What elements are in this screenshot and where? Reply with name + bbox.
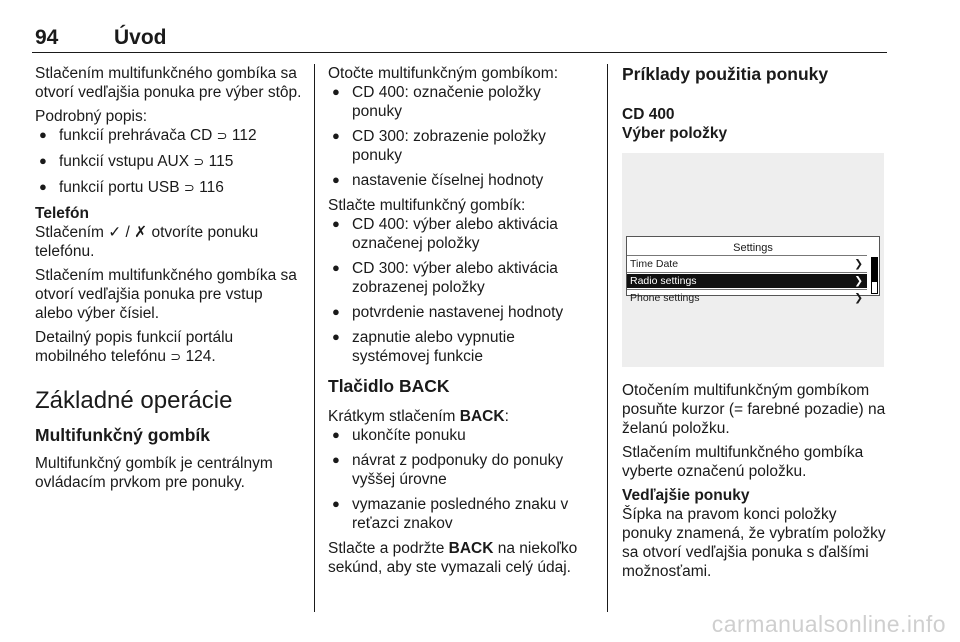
chevron-right-icon: ❯ — [854, 292, 863, 304]
paragraph: Krátkym stlačením BACK: — [328, 408, 509, 425]
chevron-right-icon: ❯ — [854, 275, 863, 287]
page-ref[interactable]: 124. — [185, 348, 216, 365]
page-ref-icon: ⊃ — [193, 155, 205, 170]
list-item: ● CD 300: zobrazenie položky ponuky — [328, 127, 593, 165]
settings-display — [626, 236, 880, 304]
menu-item-phone-settings: Phone settings ❯ — [630, 292, 863, 304]
paragraph: Otočením multifunkčným gombíkom posuňte kurzor (= farebné pozadie) na želanú položku. — [622, 382, 886, 437]
page-ref[interactable]: 112 — [231, 127, 257, 144]
chevron-right-icon: ❯ — [854, 258, 863, 270]
page-ref-icon: ⊃ — [216, 129, 228, 144]
subheading: Multifunkčný gombík — [35, 425, 210, 445]
phone-icons: ✓ / ✗ — [108, 224, 148, 241]
section-heading: Vedľajšie ponuky — [622, 487, 750, 504]
paragraph: Stlačením multifunkčného gombíka sa otvorí vedľajšia ponuka pre výber stôp. — [35, 65, 302, 101]
subheading: Príklady použitia ponuky — [622, 64, 829, 84]
paragraph: Stlačte multifunkčný gombík: — [328, 197, 526, 214]
scrollbar — [871, 257, 878, 294]
column-3 — [622, 64, 887, 586]
list-item: ● funkcií prehrávača CD ⊃ 112 — [35, 126, 303, 146]
list-item: ● funkcií portu USB ⊃ 116 — [35, 178, 303, 198]
list-item: ● návrat z podponuky do ponuky vyššej úrovne — [328, 451, 593, 489]
page-ref[interactable]: 116 — [199, 179, 224, 196]
page-number: 94 — [35, 26, 59, 49]
back-key-label: BACK — [448, 540, 494, 557]
scrollbar-thumb — [872, 258, 877, 282]
section-heading: Telefón — [35, 205, 89, 222]
paragraph: Detailný popis funkcií portálu mobilného telefónu ⊃ 124. — [35, 329, 234, 365]
column-2 — [328, 64, 593, 582]
subheading: Tlačidlo BACK — [328, 376, 450, 396]
paragraph: Šípka na pravom konci položky ponuky znamená, že vybratím položky sa otvorí vedľajšia ponuka s ďalšími možnosťami. — [622, 506, 886, 580]
section-heading: Výber položky — [622, 125, 728, 142]
paragraph: Stlačte a podržte BACK na niekoľko sekúnd, aby ste vymazali celý údaj. — [328, 540, 578, 576]
list-item: ● CD 400: výber alebo aktivácia označenej položky — [328, 215, 593, 253]
page-title: Úvod — [114, 26, 167, 49]
list-item: ● CD 300: výber alebo aktivácia zobrazenej položky — [328, 259, 593, 297]
column-divider — [314, 64, 315, 612]
list-item: ● nastavenie číselnej hodnoty — [328, 171, 593, 190]
page-ref[interactable]: 115 — [208, 153, 234, 170]
main-heading: Základné operácie — [35, 387, 233, 414]
page-header — [32, 24, 887, 53]
divider — [627, 255, 867, 256]
paragraph: Podrobný popis: — [35, 108, 148, 125]
paragraph: Stlačením multifunkčného gombíka sa otvorí vedľajšia ponuka pre vstup alebo výber čísiel. — [35, 267, 297, 322]
list-item: ● funkcií vstupu AUX ⊃ 115 — [35, 152, 303, 172]
paragraph: Otočte multifunkčným gombíkom: — [328, 65, 558, 82]
divider — [627, 272, 867, 273]
list-item: ● vymazanie posledného znaku v reťazci znakov — [328, 495, 593, 533]
page-ref-icon: ⊃ — [183, 181, 195, 196]
section-heading: CD 400 — [622, 106, 675, 123]
bullet-list — [328, 215, 593, 366]
back-key-label: BACK — [459, 408, 505, 425]
watermark: carmanualsonline.info — [711, 611, 946, 637]
column-1 — [35, 64, 303, 497]
divider — [627, 289, 867, 290]
list-item: ● zapnutie alebo vypnutie systémovej funkcie — [328, 328, 593, 366]
paragraph: Multifunkčný gombík je centrálnym ovládacím prvkom pre ponuky. — [35, 455, 273, 491]
bullet-list — [35, 126, 303, 198]
paragraph: Stlačením multifunkčného gombíka vyberte označenú položku. — [622, 444, 864, 480]
menu-item-radio-settings: Radio settings ❯ — [627, 274, 867, 288]
list-item: ● ukončíte ponuku — [328, 426, 593, 445]
page-ref-icon: ⊃ — [170, 350, 182, 365]
bullet-list — [328, 83, 593, 190]
column-divider — [607, 64, 608, 612]
display-title: Settings — [733, 242, 773, 254]
bullet-list — [328, 426, 593, 533]
menu-item-time-date: Time Date ❯ — [630, 258, 863, 270]
display-screenshot — [622, 153, 884, 367]
paragraph: Stlačením ✓ / ✗ otvoríte ponuku telefónu. — [35, 224, 259, 260]
list-item: ● potvrdenie nastavenej hodnoty — [328, 303, 593, 322]
list-item: ● CD 400: označenie položky ponuky — [328, 83, 593, 121]
